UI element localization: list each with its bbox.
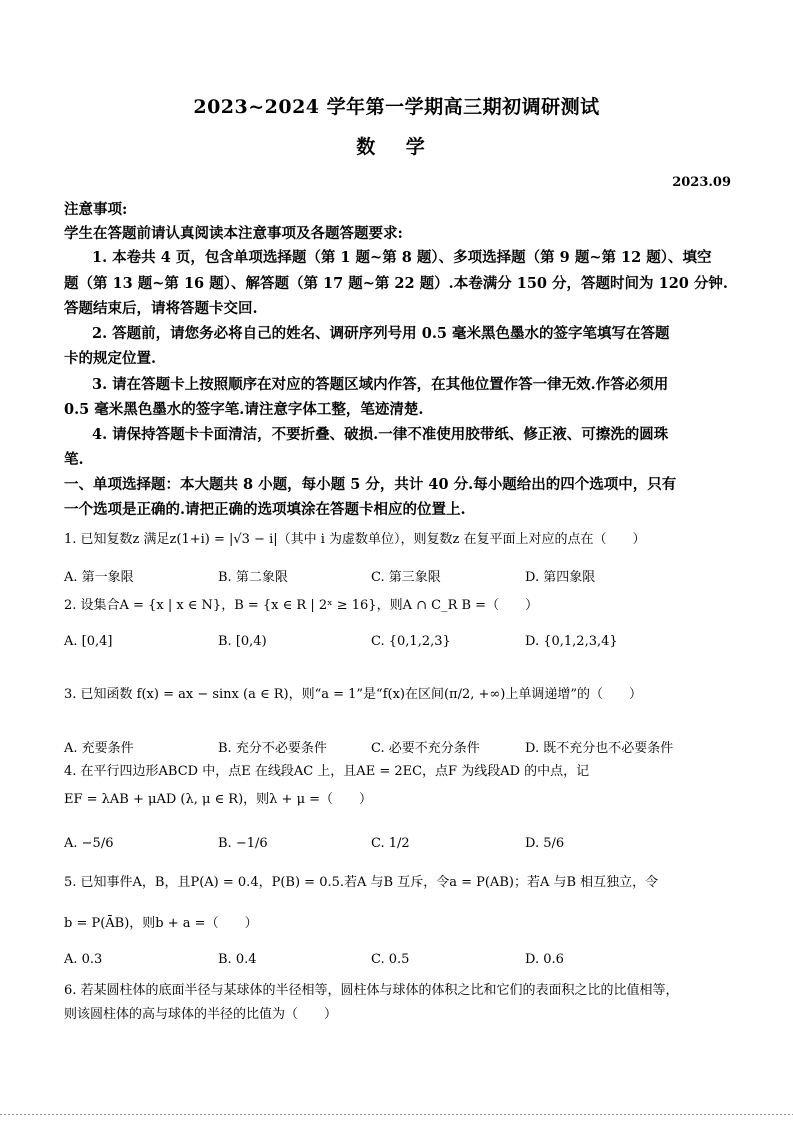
question-3: 3. 已知函数 f(x) = ax − sinx (a ∈ R)，则“a = 1”是“f(x)在区间(π/2, +∞)上单调递增”的（ ） [64, 687, 642, 702]
notice-item-1a: 1. 本卷共 4 页，包含单项选择题（第 1 题~第 8 题）、多项选择题（第 9 题~第 12 题）、填空 [92, 249, 712, 266]
page-bottom-rule [0, 1114, 793, 1115]
question-5-line-a: 5. 已知事件A，B，且P(A) = 0.4，P(B) = 0.5.若A 与B 互斥，令a = P(AB)；若A 与B 相互独立，令 [64, 875, 659, 890]
q3-option-c: C. 必要不充分条件 [371, 741, 480, 756]
q1-option-a: A. 第一象限 [64, 570, 134, 585]
q2-option-d: D. {0,1,2,3,4} [525, 634, 618, 649]
notice-item-1b: 题（第 13 题~第 16 题）、解答题（第 17 题~第 22 题）.本卷满分 150 分，答题时间为 120 分钟. [64, 275, 728, 292]
question-1: 1. 已知复数z 满足z(1+i) = |√3 − i|（其中 i 为虚数单位），则复数z 在复平面上对应的点在（ ） [64, 532, 646, 547]
notice-item-4a: 4. 请保持答题卡卡面清洁，不要折叠、破损.一律不准使用胶带纸、修正液、可擦洗的圆珠 [92, 426, 669, 443]
q2-option-c: C. {0,1,2,3} [371, 634, 451, 649]
notice-item-3b: 0.5 毫米黑色墨水的签字笔.请注意字体工整，笔迹清楚. [64, 401, 424, 418]
exam-title: 2023~2024 学年第一学期高三期初调研测试 [193, 96, 600, 118]
q5-option-b: B. 0.4 [218, 952, 257, 967]
q5-option-c: C. 0.5 [371, 952, 410, 967]
q4-option-c: C. 1/2 [371, 836, 410, 851]
question-6-line-b: 则该圆柱体的高与球体的半径的比值为（ ） [64, 1007, 338, 1022]
notice-heading: 注意事项: [64, 201, 128, 218]
notice-item-4b: 笔. [64, 451, 84, 468]
notice-intro: 学生在答题前请认真阅读本注意事项及各题答题要求: [64, 225, 403, 242]
q5-option-a: A. 0.3 [64, 952, 103, 967]
question-5-line-b: b = P(ĀB)，则b + a =（ ） [64, 916, 258, 931]
q1-option-c: C. 第三象限 [371, 570, 441, 585]
notice-item-2b: 卡的规定位置. [64, 350, 157, 367]
q4-option-d: D. 5/6 [525, 836, 565, 851]
exam-subject: 数 学 [356, 136, 437, 158]
exam-date: 2023.09 [672, 175, 731, 190]
question-2: 2. 设集合A = {x | x ∈ N}，B = {x ∈ R | 2ˣ ≥ 16}，则A ∩ C_R B =（ ） [64, 598, 539, 613]
section1-line-b: 一个选项是正确的.请把正确的选项填涂在答题卡相应的位置上. [64, 501, 466, 518]
notice-item-2a: 2. 答题前，请您务必将自己的姓名、调研序列号用 0.5 毫米黑色墨水的签字笔填写在答题 [92, 325, 670, 342]
q1-option-b: B. 第二象限 [218, 570, 288, 585]
question-6-line-a: 6. 若某圆柱体的底面半径与某球体的半径相等，圆柱体与球体的体积之比和它们的表面积之比的比值相等， [64, 983, 679, 998]
q3-option-b: B. 充分不必要条件 [218, 741, 327, 756]
section1-line-a: 一、单项选择题：本大题共 8 小题，每小题 5 分，共计 40 分.每小题给出的四个选项中，只有 [64, 476, 677, 493]
q3-option-d: D. 既不充分也不必要条件 [525, 741, 674, 756]
q2-option-a: A. [0,4] [64, 634, 113, 649]
question-4-line-a: 4. 在平行四边形ABCD 中，点E 在线段AC 上，且AE = 2EC，点F 为线段AD 的中点，记 [64, 764, 590, 779]
q4-option-a: A. −5/6 [64, 836, 114, 851]
q4-option-b: B. −1/6 [218, 836, 268, 851]
q1-option-d: D. 第四象限 [525, 570, 596, 585]
notice-item-1c: 答题结束后，请将答题卡交回. [64, 300, 258, 317]
q2-option-b: B. [0,4) [218, 634, 267, 649]
q5-option-d: D. 0.6 [525, 952, 564, 967]
question-4-line-b: EF = λAB + μAD (λ, μ ∈ R)，则λ + μ =（ ） [64, 792, 373, 807]
notice-item-3a: 3. 请在答题卡上按照顺序在对应的答题区域内作答，在其他位置作答一律无效.作答必须用 [92, 376, 669, 393]
q3-option-a: A. 充要条件 [64, 741, 134, 756]
